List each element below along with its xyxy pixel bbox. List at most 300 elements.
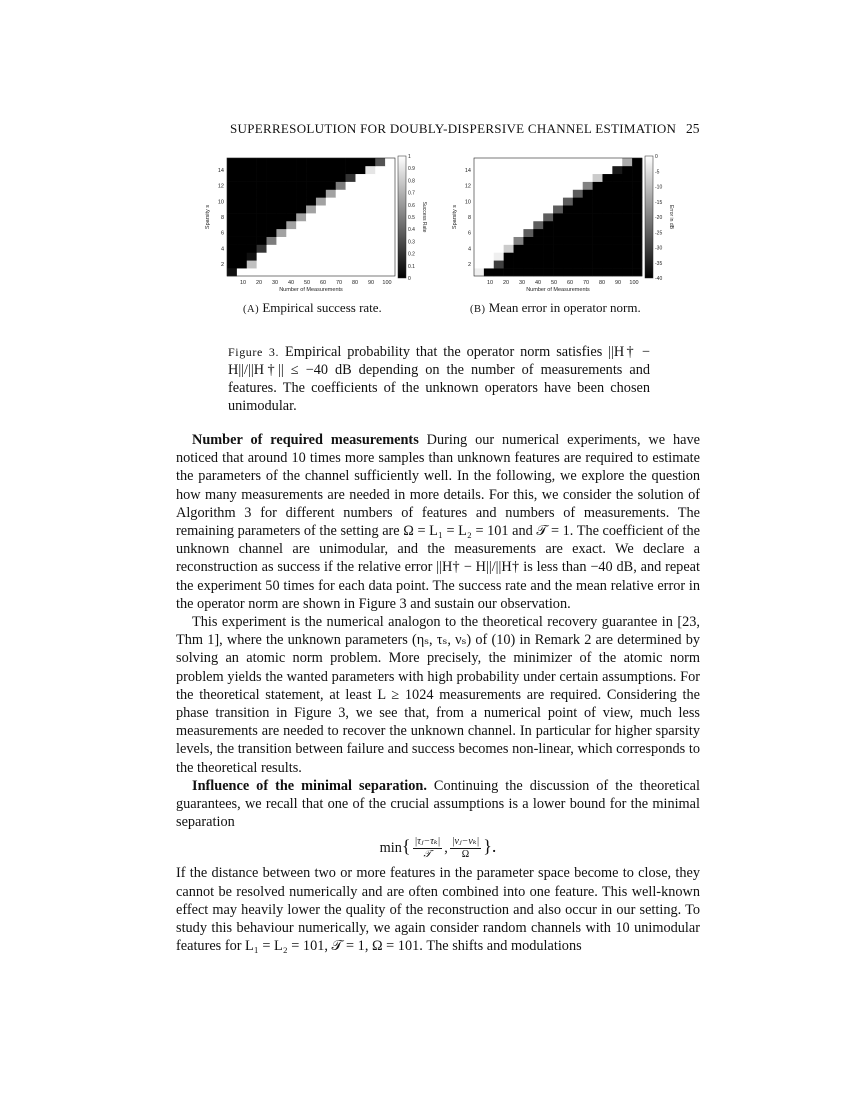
- heatmap-cell: [286, 182, 296, 190]
- heatmap-cell: [514, 229, 524, 237]
- heatmap-cell: [494, 166, 504, 174]
- heatmap-cell: [504, 158, 514, 166]
- heatmap-cell: [375, 182, 385, 190]
- heatmap-cell: [276, 166, 286, 174]
- heatmap-cell: [563, 205, 573, 213]
- heatmap-cell: [504, 174, 514, 182]
- heatmap-cell: [494, 221, 504, 229]
- heatmap-cell: [346, 221, 356, 229]
- caption-text: Empirical probability that the operator norm satisfies ||H† − H||/||H†|| ≤ −40 dB depending on the number of measurements and features. The coefficients of the unknown operators have been chosen unimodular.: [228, 344, 650, 414]
- heatmap-cell: [612, 260, 622, 268]
- heatmap-cell: [316, 221, 326, 229]
- heatmap-cell: [593, 252, 603, 260]
- heatmap-cell: [602, 197, 612, 205]
- heatmap-cell: [247, 221, 257, 229]
- heatmap-cell: [602, 268, 612, 276]
- colorbar-tick-label: 0.4: [408, 227, 415, 234]
- heatmap-cell: [276, 237, 286, 245]
- x-tick-label: 40: [534, 280, 542, 286]
- heatmap-cell: [504, 197, 514, 205]
- heatmap-cell: [355, 158, 365, 166]
- heatmap-cell: [612, 166, 622, 174]
- y-axis-label: Sparsity s: [452, 204, 458, 230]
- heatmap-cell: [365, 174, 375, 182]
- heatmap-cell: [316, 229, 326, 237]
- heatmap-cell: [622, 182, 632, 190]
- heatmap-cell: [227, 197, 237, 205]
- heatmap-cell: [336, 205, 346, 213]
- heatmap-cell: [622, 252, 632, 260]
- colorbar-tick-label: 0.8: [408, 178, 415, 185]
- heatmap-cell: [247, 268, 257, 276]
- heatmap-cell: [474, 174, 484, 182]
- heatmap-cell: [355, 197, 365, 205]
- heatmap-cell: [602, 221, 612, 229]
- heatmap-cell: [316, 182, 326, 190]
- heatmap-cell: [385, 268, 395, 276]
- eq-comma: ,: [444, 840, 448, 857]
- heatmap-cell: [385, 182, 395, 190]
- heatmap-cell: [336, 245, 346, 253]
- heatmap-cell: [504, 260, 514, 268]
- heatmap-cell: [484, 237, 494, 245]
- heatmap-cell: [346, 268, 356, 276]
- heatmap-cell: [257, 182, 267, 190]
- heatmap-cell: [276, 197, 286, 205]
- heatmap-cell: [602, 260, 612, 268]
- heatmap-cell: [602, 237, 612, 245]
- heatmap-cell: [622, 245, 632, 253]
- x-tick-label: 80: [351, 280, 359, 286]
- heatmap-cell: [602, 174, 612, 182]
- x-tick-label: 70: [335, 280, 343, 286]
- x-tick-label: 60: [566, 280, 574, 286]
- heatmap-cell: [365, 166, 375, 174]
- paragraph-separation: [176, 777, 700, 832]
- heatmap-cell: [523, 158, 533, 166]
- heatmap-cell: [257, 189, 267, 197]
- heatmap-cell: [385, 166, 395, 174]
- heatmap-cell: [336, 260, 346, 268]
- heatmap-cell: [296, 260, 306, 268]
- x-tick-label: 50: [303, 280, 311, 286]
- heatmap-cell: [474, 229, 484, 237]
- heatmap-cell: [267, 205, 277, 213]
- heatmap-cell: [247, 260, 257, 268]
- heatmap-cell: [474, 158, 484, 166]
- heatmap-cell: [355, 229, 365, 237]
- heatmap-cell: [543, 229, 553, 237]
- paragraph-heading: Influence of the minimal separation.: [192, 777, 427, 794]
- heatmap-cell: [257, 237, 267, 245]
- heatmap-cell: [583, 166, 593, 174]
- heatmap-cell: [484, 252, 494, 260]
- heatmap-cell: [346, 174, 356, 182]
- heatmap-cell: [306, 229, 316, 237]
- heatmap-cell: [474, 260, 484, 268]
- heatmap-cell: [286, 268, 296, 276]
- heatmap-cell: [583, 174, 593, 182]
- heatmap-cell: [336, 268, 346, 276]
- heatmap-cell: [306, 189, 316, 197]
- heatmap-cell: [553, 229, 563, 237]
- heatmap-cell: [553, 268, 563, 276]
- heatmap-cell: [276, 260, 286, 268]
- heatmap-cell: [593, 237, 603, 245]
- heatmap-cell: [316, 197, 326, 205]
- heatmap-cell: [553, 252, 563, 260]
- figure-a: [190, 150, 430, 300]
- heatmap-cell: [326, 213, 336, 221]
- heatmap-cell: [583, 229, 593, 237]
- heatmap-cell: [237, 237, 247, 245]
- heatmap-cell: [484, 174, 494, 182]
- heatmap-cell: [355, 213, 365, 221]
- heatmap-cell: [484, 182, 494, 190]
- heatmap-cell: [375, 166, 385, 174]
- heatmap-cell: [346, 213, 356, 221]
- heatmap-cell: [533, 213, 543, 221]
- heatmap-cell: [296, 205, 306, 213]
- heatmap-cell: [632, 229, 642, 237]
- subcaption-a-label: (A): [243, 304, 260, 315]
- heatmap-cell: [267, 221, 277, 229]
- heatmap-cell: [385, 260, 395, 268]
- heatmap-cell: [494, 268, 504, 276]
- heatmap-cell: [227, 245, 237, 253]
- heatmap-cell: [296, 166, 306, 174]
- heatmap-cell: [247, 158, 257, 166]
- heatmap-cell: [474, 252, 484, 260]
- heatmap-cell: [523, 205, 533, 213]
- y-tick-label: 4: [467, 246, 471, 253]
- heatmap-cell: [583, 213, 593, 221]
- heatmap-cell: [257, 268, 267, 276]
- heatmap-cell: [573, 189, 583, 197]
- heatmap-cell: [316, 205, 326, 213]
- heatmap-cell: [316, 252, 326, 260]
- heatmap-cell: [593, 213, 603, 221]
- heatmap-cell: [612, 268, 622, 276]
- heatmap-cell: [533, 237, 543, 245]
- heatmap-cell: [533, 268, 543, 276]
- heatmap-cell: [375, 260, 385, 268]
- heatmap-cell: [622, 174, 632, 182]
- heatmap-cell: [296, 252, 306, 260]
- heatmap-cell: [306, 158, 316, 166]
- heatmap-cell: [504, 182, 514, 190]
- heatmap-cell: [484, 213, 494, 221]
- heatmap-cell: [306, 166, 316, 174]
- heatmap-cell: [583, 197, 593, 205]
- heatmap-cell: [474, 221, 484, 229]
- x-tick-label: 100: [629, 280, 639, 286]
- heatmap-cell: [365, 182, 375, 190]
- x-axis-label: Number of Measurements: [279, 287, 343, 293]
- heatmap-cell: [543, 268, 553, 276]
- heatmap-cell: [296, 245, 306, 253]
- heatmap-cell: [267, 182, 277, 190]
- y-tick-label: 14: [464, 167, 471, 174]
- heatmap-cell: [306, 221, 316, 229]
- heatmap-cell: [276, 174, 286, 182]
- heatmap-cell: [385, 229, 395, 237]
- heatmap-cell: [543, 205, 553, 213]
- heatmap-cell: [612, 158, 622, 166]
- colorbar-tick-label: 0.2: [408, 251, 415, 258]
- heatmap-cell: [326, 221, 336, 229]
- heatmap-cell: [316, 213, 326, 221]
- heatmap-cell: [533, 252, 543, 260]
- heatmap-cell: [365, 268, 375, 276]
- heatmap-cell: [385, 221, 395, 229]
- heatmap-cell: [257, 260, 267, 268]
- heatmap-cell: [365, 213, 375, 221]
- figure-b: [437, 150, 677, 300]
- heatmap-cell: [583, 189, 593, 197]
- heatmap-cell: [257, 174, 267, 182]
- heatmap-cell: [583, 260, 593, 268]
- heatmap-cell: [326, 245, 336, 253]
- heatmap-cell: [612, 182, 622, 190]
- heatmap-cell: [326, 197, 336, 205]
- heatmap-cell: [523, 252, 533, 260]
- heatmap-cell: [494, 252, 504, 260]
- heatmap-cell: [632, 189, 642, 197]
- heatmap-cell: [563, 182, 573, 190]
- y-tick-label: 14: [217, 167, 224, 174]
- heatmap-cell: [632, 166, 642, 174]
- heatmap-cell: [514, 166, 524, 174]
- heatmap-cell: [533, 205, 543, 213]
- heatmap-cell: [533, 189, 543, 197]
- heatmap-cell: [494, 197, 504, 205]
- colorbar-tick-label: 0.9: [408, 166, 415, 173]
- heatmap-cell: [563, 158, 573, 166]
- heatmap-cell: [257, 158, 267, 166]
- heatmap-cell: [375, 197, 385, 205]
- heatmap-cell: [543, 221, 553, 229]
- y-tick-label: 8: [220, 215, 224, 221]
- heatmap-cell: [385, 197, 395, 205]
- y-tick-label: 12: [217, 183, 224, 190]
- heatmap-cell: [346, 245, 356, 253]
- heatmap-cell: [306, 182, 316, 190]
- y-tick-label: 4: [220, 246, 224, 253]
- heatmap-cell: [375, 268, 385, 276]
- heatmap-cell: [257, 229, 267, 237]
- heatmap-cell: [573, 221, 583, 229]
- heatmap-cell: [227, 174, 237, 182]
- heatmap-cell: [484, 229, 494, 237]
- heatmap-cell: [612, 205, 622, 213]
- heatmap-cell: [227, 182, 237, 190]
- colorbar-tick-label: -20: [655, 215, 663, 221]
- heatmap-cell: [355, 245, 365, 253]
- heatmap-cell: [247, 166, 257, 174]
- heatmap-cell: [267, 158, 277, 166]
- heatmap-cell: [553, 221, 563, 229]
- heatmap-cell: [385, 189, 395, 197]
- y-tick-label: 8: [467, 215, 471, 221]
- heatmap-cell: [365, 245, 375, 253]
- heatmap-cell: [346, 237, 356, 245]
- heatmap-cell: [504, 268, 514, 276]
- heatmap-cell: [237, 166, 247, 174]
- heatmap-cell: [346, 182, 356, 190]
- heatmap-cell: [336, 229, 346, 237]
- heatmap-cell: [514, 221, 524, 229]
- heatmap-cell: [484, 268, 494, 276]
- heatmap-cell: [583, 245, 593, 253]
- heatmap-cell: [267, 166, 277, 174]
- subcaption-b-label: (B): [470, 304, 486, 315]
- heatmap-cell: [355, 205, 365, 213]
- heatmap-cell: [583, 252, 593, 260]
- heatmap-cell: [286, 189, 296, 197]
- heatmap-cell: [484, 205, 494, 213]
- heatmap-cell: [346, 205, 356, 213]
- heatmap-cell: [632, 260, 642, 268]
- heatmap-cell: [385, 158, 395, 166]
- heatmap-cell: [593, 166, 603, 174]
- heatmap-cell: [227, 229, 237, 237]
- subcaption-a: [243, 300, 382, 316]
- heatmap-cell: [267, 189, 277, 197]
- heatmap-cell: [296, 189, 306, 197]
- heatmap-cell: [622, 237, 632, 245]
- heatmap-cell: [306, 260, 316, 268]
- colorbar-tick-label: -15: [655, 199, 663, 206]
- heatmap-cell: [474, 245, 484, 253]
- heatmap-cell: [286, 229, 296, 237]
- heatmap-cell: [365, 229, 375, 237]
- heatmap-cell: [602, 213, 612, 221]
- heatmap-cell: [385, 213, 395, 221]
- heatmap-cell: [355, 182, 365, 190]
- heatmap-cell: [602, 182, 612, 190]
- heatmap-cell: [563, 252, 573, 260]
- heatmap-cell: [474, 197, 484, 205]
- heatmap-cell: [316, 174, 326, 182]
- heatmap-cell: [622, 221, 632, 229]
- heatmap-cell: [504, 245, 514, 253]
- paragraph-text: During our numerical experiments, we have noticed that around 10 times more samples than unknown features are required to estimate the parameters of the channel sufficiently well. In the following, we explore the question how many measurements are needed in more details. For this, we consider the solution of Algorithm 3 for different numbers of features and numbers of measurements. The remaining parameters of the setting are Ω = L₁ = L₂ = 101 and 𝒯 = 1. The coefficient of the unknown channel are unimodular, and the measurements are exact. We declare a reconstruction as success if the relative error ||H† − H||/||H† is less than −40 dB, and repeat the experiment 50 times for each data point. The success rate and the mean relative error in the operator norm are shown in Figure 3 and sustain our observation.: [176, 432, 700, 612]
- x-tick-label: 70: [582, 280, 590, 286]
- heatmap-cell: [336, 252, 346, 260]
- heatmap-cell: [316, 158, 326, 166]
- heatmap-cell: [247, 213, 257, 221]
- heatmap-cell: [523, 182, 533, 190]
- heatmap-cell: [553, 213, 563, 221]
- running-title: SUPERRESOLUTION FOR DOUBLY-DISPERSIVE CHANNEL ESTIMATION: [230, 121, 677, 136]
- heatmap-cell: [355, 174, 365, 182]
- heatmap-cell: [296, 158, 306, 166]
- y-tick-label: 2: [467, 262, 471, 269]
- heatmap-cell: [622, 189, 632, 197]
- x-tick-label: 80: [598, 280, 606, 286]
- x-tick-label: 30: [518, 280, 526, 286]
- heatmap-cell: [296, 213, 306, 221]
- heatmap-cell: [573, 260, 583, 268]
- heatmap-cell: [563, 197, 573, 205]
- heatmap-cell: [267, 237, 277, 245]
- heatmap-cell: [484, 166, 494, 174]
- subcaption-b: [470, 300, 641, 316]
- heatmap-cell: [326, 252, 336, 260]
- colorbar-tick-label: 1: [408, 154, 411, 160]
- heatmap-cell: [612, 174, 622, 182]
- heatmap-cell: [563, 166, 573, 174]
- heatmap-cell: [326, 237, 336, 245]
- y-tick-label: 10: [217, 199, 224, 206]
- heatmap-cell: [523, 174, 533, 182]
- heatmap-cell: [563, 221, 573, 229]
- heatmap-cell: [593, 174, 603, 182]
- heatmap-cell: [573, 245, 583, 253]
- heatmap-cell: [375, 229, 385, 237]
- heatmap-cell: [276, 158, 286, 166]
- heatmap-cell: [316, 268, 326, 276]
- heatmap-cell: [583, 268, 593, 276]
- heatmap-cell: [583, 237, 593, 245]
- heatmap-cell: [523, 221, 533, 229]
- heatmap-cell: [514, 260, 524, 268]
- heatmap-cell: [543, 174, 553, 182]
- heatmap-cell: [286, 237, 296, 245]
- heatmap-cell: [474, 237, 484, 245]
- colorbar-tick-label: -10: [655, 184, 663, 191]
- heatmap-cell: [365, 189, 375, 197]
- eq-brace-open: {: [401, 836, 411, 857]
- colorbar-tick-label: 0.3: [408, 239, 415, 246]
- heatmap-cell: [514, 245, 524, 253]
- paragraph-heading: Number of required measurements: [192, 432, 419, 448]
- heatmap-cell: [602, 166, 612, 174]
- heatmap-cell: [267, 260, 277, 268]
- heatmap-cell: [346, 158, 356, 166]
- heatmap-cell: [504, 205, 514, 213]
- heatmap-cell: [257, 213, 267, 221]
- heatmap-cell: [484, 221, 494, 229]
- heatmap-cell: [612, 189, 622, 197]
- heatmap-cell: [484, 197, 494, 205]
- heatmap-cell: [365, 158, 375, 166]
- heatmap-cell: [296, 182, 306, 190]
- colorbar-tick-label: -30: [655, 245, 663, 252]
- heatmap-cell: [276, 245, 286, 253]
- x-tick-label: 10: [239, 280, 247, 286]
- heatmap-cell: [296, 229, 306, 237]
- heatmap-cell: [306, 245, 316, 253]
- caption-label: Figure 3.: [228, 345, 280, 359]
- heatmap-cell: [365, 205, 375, 213]
- heatmap-cell: [494, 245, 504, 253]
- colorbar-tick-label: -25: [655, 230, 663, 237]
- heatmap-cell: [504, 221, 514, 229]
- colorbar-tick-label: -35: [655, 260, 663, 267]
- heatmap-cell: [227, 166, 237, 174]
- paragraph-analogon: This experiment is the numerical analogon to the theoretical recovery guarantee in [23, Thm 1], where the unknown parameters (ηₛ, τₛ, νₛ) of (10) in Remark 2 are determined by solving an atomic norm problem. More precisely, the minimizer of the atomic norm problem yields the wanted parameters with high probability under certain assumptions. For the theoretical statement, at least L ≥ 1024 measurements are required. Considering the phase transition in Figure 3, we see that, from a numerical point of view, much less measurements are needed to recover the unknown channel. In particular for higher sparsity levels, the transition between failure and success becomes non-linear, which corresponds to the theoretical results.: [176, 614, 700, 776]
- paragraph-measurements: [176, 431, 700, 613]
- heatmap-cell: [514, 189, 524, 197]
- heatmap-cell: [583, 158, 593, 166]
- eq-frac-nu: [450, 836, 481, 861]
- heatmap-cell: [612, 252, 622, 260]
- heatmap-cell: [267, 268, 277, 276]
- colorbar-tick-label: 0.1: [408, 263, 415, 270]
- heatmap-cell: [543, 252, 553, 260]
